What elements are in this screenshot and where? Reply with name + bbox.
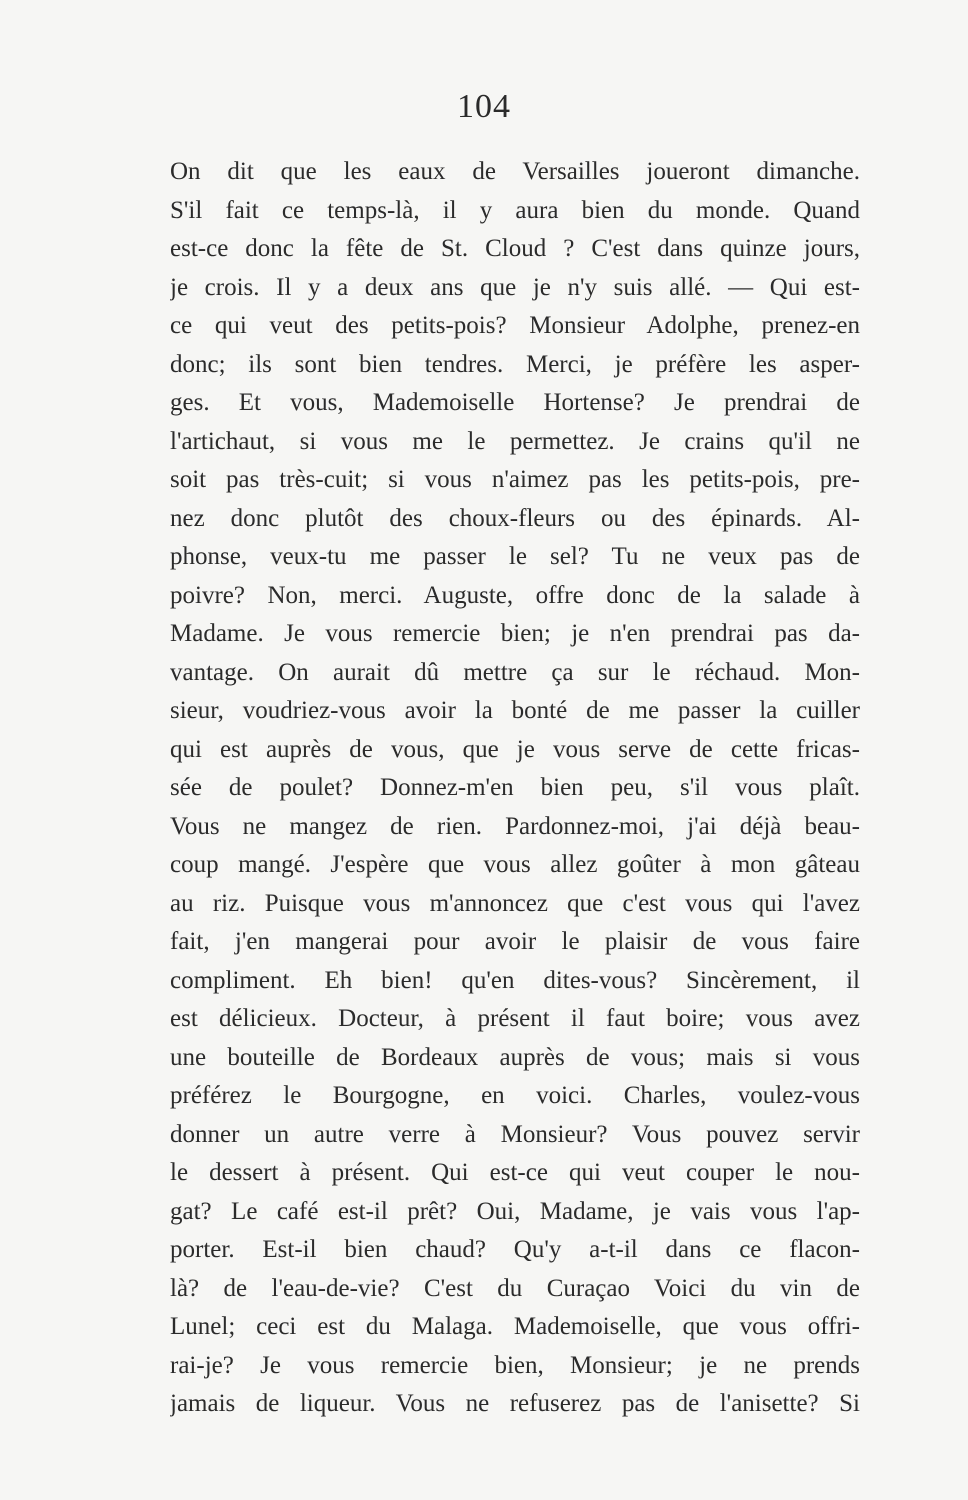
text-line: une bouteille de Bordeaux auprès de vous; mais si vous: [170, 1043, 860, 1071]
text-line: là? de l'eau-de-vie? C'est du Curaçao Voici du vin de: [170, 1274, 860, 1302]
text-line: est-ce donc la fête de St. Cloud ? C'est dans quinze jours,: [170, 235, 860, 262]
text-line: coup mangé. J'espère que vous allez goûter à mon gâteau: [170, 851, 860, 878]
text-line: je crois. Il y a deux ans que je n'y suis allé. — Qui est-: [170, 273, 860, 301]
text-line: au riz. Puisque vous m'annoncez que c'est vous qui l'avez: [170, 889, 860, 917]
text-line: ges. Et vous, Mademoiselle Hortense? Je prendrai de: [170, 389, 860, 416]
text-line: le dessert à présent. Qui est-ce qui veut couper le nou-: [170, 1159, 860, 1186]
text-line: ce qui veut des petits-pois? Monsieur Adolphe, prenez-en: [170, 312, 860, 339]
text-line: l'artichaut, si vous me le permettez. Je crains qu'il ne: [170, 427, 860, 455]
text-line: Lunel; ceci est du Malaga. Mademoiselle, que vous offri-: [170, 1313, 860, 1340]
text-line: Madame. Je vous remercie bien; je n'en prendrai pas da-: [170, 620, 860, 647]
text-line: fait, j'en mangerai pour avoir le plaisir de vous faire: [170, 928, 860, 955]
text-line: poivre? Non, merci. Auguste, offre donc de la salade à: [170, 581, 860, 609]
text-line: qui est auprès de vous, que je vous serve de cette fricas-: [170, 735, 860, 763]
text-line: rai-je? Je vous remercie bien, Monsieur; je ne prends: [170, 1351, 860, 1379]
text-line: vantage. On aurait dû mettre ça sur le réchaud. Mon-: [170, 658, 860, 686]
text-line: Vous ne mangez de rien. Pardonnez-moi, j'ai déjà beau-: [170, 812, 860, 840]
text-line: nez donc plutôt des choux-fleurs ou des épinards. Al-: [170, 504, 860, 532]
text-line: soit pas très-cuit; si vous n'aimez pas les petits-pois, pre-: [170, 466, 860, 493]
text-line: phonse, veux-tu me passer le sel? Tu ne veux pas de: [170, 543, 860, 570]
text-line: préférez le Bourgogne, en voici. Charles, voulez-vous: [170, 1082, 860, 1109]
text-line: gat? Le café est-il prêt? Oui, Madame, je vais vous l'ap-: [170, 1197, 860, 1225]
text-line: est délicieux. Docteur, à présent il faut boire; vous avez: [170, 1005, 860, 1032]
text-line: compliment. Eh bien! qu'en dites-vous? Sincèrement, il: [170, 966, 860, 994]
body-text: [170, 153, 860, 1424]
text-line: donc; ils sont bien tendres. Merci, je préfère les asper-: [170, 350, 860, 378]
text-line: sieur, voudriez-vous avoir la bonté de me passer la cuiller: [170, 697, 860, 724]
text-line: donner un autre verre à Monsieur? Vous pouvez servir: [170, 1120, 860, 1148]
text-line: S'il fait ce temps-là, il y aura bien du monde. Quand: [170, 196, 860, 224]
page-number: 104: [457, 88, 511, 125]
text-line: porter. Est-il bien chaud? Qu'y a-t-il dans ce flacon-: [170, 1236, 860, 1263]
text-line: jamais de liqueur. Vous ne refuserez pas de l'anisette? Si: [170, 1390, 860, 1417]
text-line: sée de poulet? Donnez-m'en bien peu, s'il vous plaît.: [170, 774, 860, 801]
text-line: On dit que les eaux de Versailles joueront dimanche.: [170, 158, 860, 185]
